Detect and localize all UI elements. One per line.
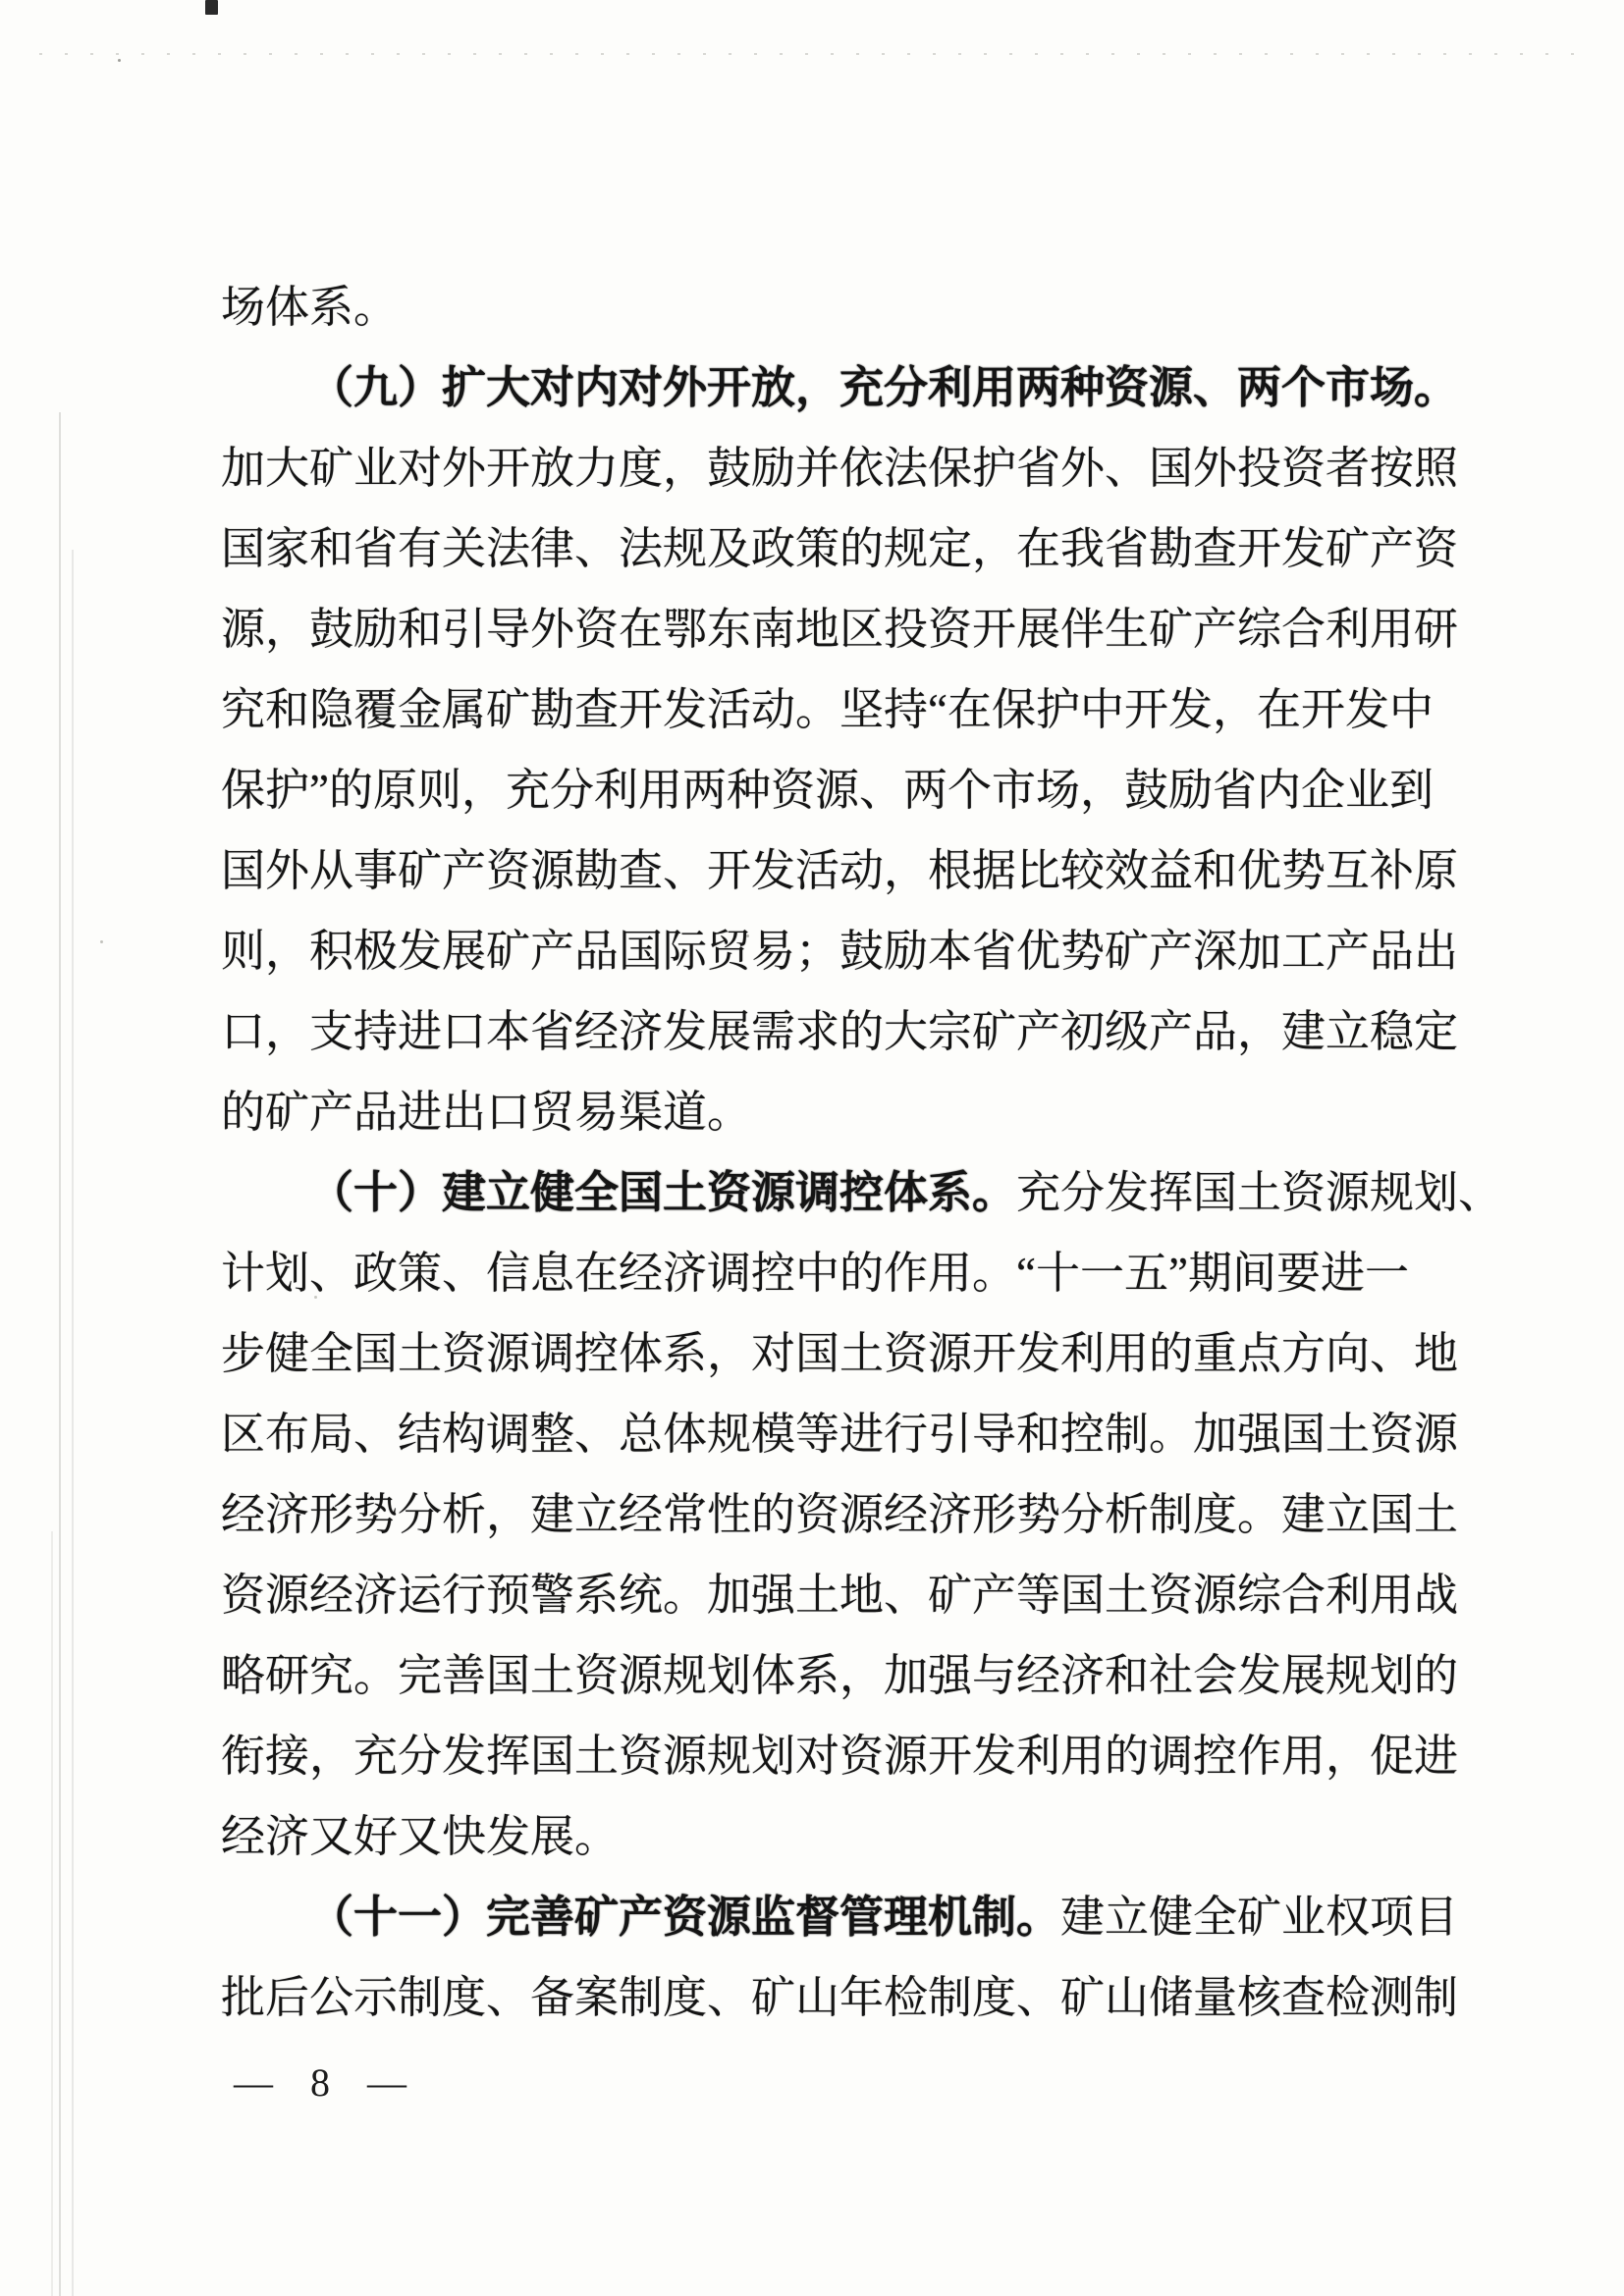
text-line — [221, 1324, 1458, 1383]
body-text: 资源经济运行预警系统。加强土地、矿产等国土资源综合利用战 — [221, 1571, 1459, 1620]
text-line — [309, 1163, 1502, 1222]
text-line — [221, 1485, 1458, 1544]
text-line — [221, 1002, 1458, 1061]
body-text: 步健全国土资源调控体系，对国土资源开发利用的重点方向、地 — [221, 1329, 1459, 1378]
text-line — [221, 1083, 751, 1142]
text-line — [221, 1727, 1458, 1786]
text-line — [221, 1244, 1409, 1303]
page-number: — 8 — — [234, 2060, 420, 2105]
body-text: 源，鼓励和引导外资在鄂东南地区投资开展伴生矿产综合利用研 — [221, 605, 1459, 654]
text-line — [221, 600, 1458, 659]
body-text: 区布局、结构调整、总体规模等进行引导和控制。加强国土资源 — [221, 1410, 1459, 1459]
body-text: 国家和省有关法律、法规及政策的规定，在我省勘查开发矿产资 — [221, 524, 1459, 573]
heading-text: （十一）完善矿产资源监督管理机制。 — [309, 1893, 1061, 1942]
body-text: 加大矿业对外开放力度，鼓励并依法保护省外、国外投资者按照 — [221, 444, 1459, 493]
body-text: 建立健全矿业权项目 — [1060, 1893, 1459, 1942]
text-line — [221, 1968, 1458, 2027]
text-line — [221, 278, 398, 337]
body-text: 批后公示制度、备案制度、矿山年检制度、矿山储量核查检测制 — [221, 1973, 1459, 2022]
text-line — [221, 1646, 1458, 1705]
text-line — [221, 439, 1458, 498]
body-text: 充分发挥国土资源规划、 — [1016, 1168, 1503, 1217]
heading-text: （九）扩大对内对外开放，充分利用两种资源、两个市场。 — [309, 363, 1459, 412]
text-line — [221, 1405, 1458, 1464]
heading-text: （十）建立健全国土资源调控体系。 — [309, 1168, 1017, 1217]
body-text: 经济又好又快发展。 — [221, 1812, 620, 1861]
text-line — [221, 680, 1434, 739]
body-text: 究和隐覆金属矿勘查开发活动。坚持“在保护中开发，在开发中 — [221, 685, 1434, 734]
text-line — [221, 761, 1434, 820]
body-text: 口，支持进口本省经济发展需求的大宗矿产初级产品，建立稳定 — [221, 1007, 1459, 1056]
text-line — [221, 841, 1458, 900]
body-text: 略研究。完善国土资源规划体系，加强与经济和社会发展规划的 — [221, 1651, 1459, 1700]
text-line — [309, 1888, 1458, 1947]
text-line — [221, 922, 1458, 981]
body-text: 保护”的原则，充分利用两种资源、两个市场，鼓励省内企业到 — [221, 766, 1434, 815]
text-line — [221, 1807, 619, 1866]
body-text: 的矿产品进出口贸易渠道。 — [221, 1088, 752, 1137]
text-line — [221, 519, 1458, 578]
body-text: 场体系。 — [221, 283, 399, 332]
body-text: 则，积极发展矿产品国际贸易；鼓励本省优势矿产深加工产品出 — [221, 927, 1459, 976]
body-text: 国外从事矿产资源勘查、开发活动，根据比较效益和优势互补原 — [221, 846, 1459, 895]
text-line — [221, 1566, 1458, 1625]
body-text: 衔接，充分发挥国土资源规划对资源开发利用的调控作用，促进 — [221, 1732, 1459, 1781]
text-line — [309, 358, 1458, 417]
body-text: 经济形势分析，建立经常性的资源经济形势分析制度。建立国土 — [221, 1490, 1459, 1539]
body-text: 计划、政策、信息在经济调控中的作用。“十一五”期间要进一 — [221, 1249, 1409, 1298]
